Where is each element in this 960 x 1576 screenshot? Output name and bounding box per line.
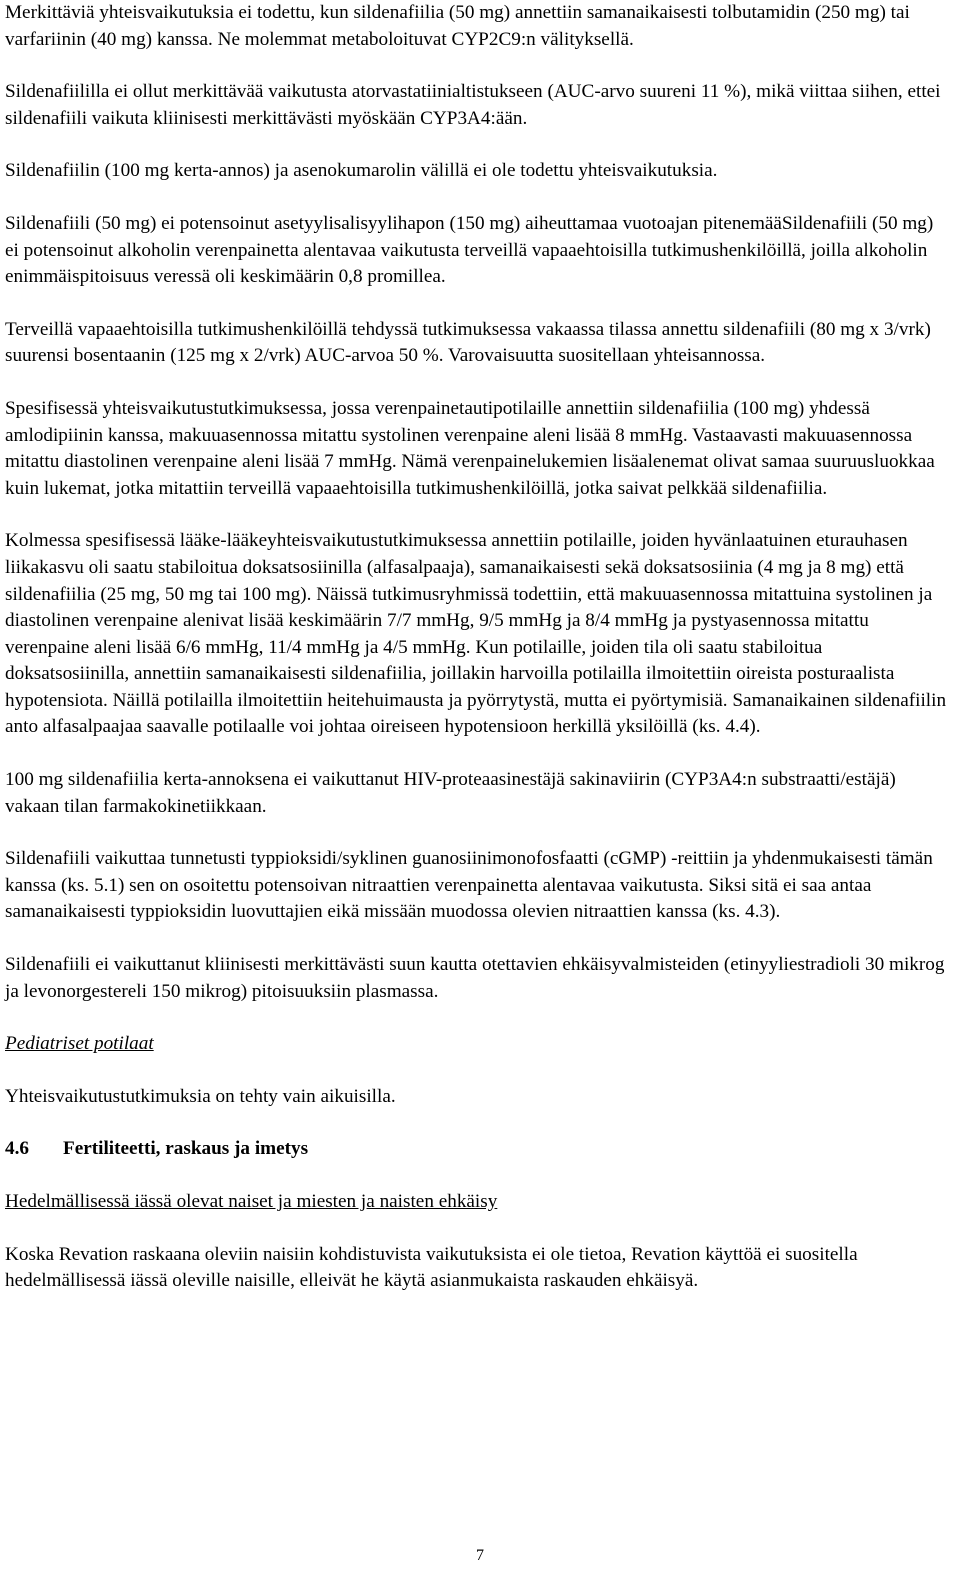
paragraph-doxazosin: Kolmessa spesifisessä lääke-lääkeyhteisvaikutustutkimuksessa annettiin potilaille, joiden hyvänlaatuinen eturauhasen liikakasvu oli saatu stabiloitua doksatsosiinilla (alfasalpaaja), samanaikaisesti sekä doksatsosiinia (4 mg ja 8 mg) että sildenafiilia (25 mg, 50 mg tai 100 mg). Näissä tutkimusryhmissä todettiin, että makuuasennossa mitattuina systolinen ja diastolinen verenpaine alenivat lisää keskimäärin 7/7 mmHg, 9/5 mmHg ja 8/4 mmHg ja pystyasennossa mitattu verenpaine aleni lisää 6/6 mmHg, 11/4 mmHg ja 4/5 mmHg. Kun potilaille, joiden tila oli saatu stabiloitua doksatsosiinilla, annettiin samanaikaisesti sildenafiilia, joillakin harvoilla potilailla ilmoitettiin oireista posturaalista hypotensiota. Näillä potilailla ilmoitettiin heitehuimausta ja pyörrytystä, mutta ei pyörtymisiä. Samanaikainen sildenafiilin anto alfasalpaajaa saavalle potilaalle voi johtaa oireiseen hypotensioon herkillä yksilöillä (ks. 4.4).	[5, 530, 947, 738]
paragraph-bosentan: Terveillä vapaaehtoisilla tutkimushenkilöillä tehdyssä tutkimuksessa vakaassa tilassa annettu sildenafiili (80 mg x 3/vrk) suurensi bosentaanin (125 mg x 2/vrk) AUC-arvoa 50 %. Varovaisuutta suositellaan yhteisannossa.	[5, 318, 931, 367]
paragraph-contraceptives: Sildenafiili ei vaikuttanut kliinisesti merkittävästi suun kautta otettavien ehkäisyvalmisteiden (etinyyliestradioli 30 mikrog ja levonorgestereli 150 mikrog) pitoisuuksiin plasmassa.	[5, 954, 945, 1002]
paragraph-amlodipine: Spesifisessä yhteisvaikutustutkimuksessa, jossa verenpainetautipotilaille annettiin sildenafiilia (100 mg) yhdessä amlodipiinin kanssa, makuuasennossa mitattu systolinen verenpaine aleni lisää 8 mmHg. Vastaavasti makuuasennossa mitattu diastolinen verenpaine aleni lisää 7 mmHg. Nämä verenpainelukemien lisäalenemat olivat samaa suuruusluokkaa kuin lukemat, jotka mitattiin terveillä vapaaehtoisilla tutkimushenkilöillä, jotka saivat pelkkää sildenafiilia.	[5, 397, 935, 499]
paragraph-nitrates: Sildenafiili vaikuttaa tunnetusti typpioksidi/syklinen guanosiinimonofosfaatti (cGMP) -reittiin ja yhdenmukaisesti tämän kanssa (ks. 5.1) sen on osoitettu potensoivan nitraattien verenpainetta alentavaa vaikutusta. Siksi sitä ei saa antaa samanaikaisesti typpioksidin luovuttajien eikä missään muodossa olevien nitraattien kanssa (ks. 4.3).	[5, 848, 933, 923]
page-number: 7	[476, 1547, 484, 1564]
paragraph-pediatric: Yhteisvaikutustutkimuksia on tehty vain aikuisilla.	[5, 1085, 396, 1107]
paragraph-cyp2c9-interactions: Merkittäviä yhteisvaikutuksia ei todettu, kun sildenafiilia (50 mg) annettiin samanaikaisesti tolbutamidin (250 mg) tai varfariinin (40 mg) kanssa. Ne molemmat metaboloituvat CYP2C9:n välityksellä.	[5, 2, 910, 50]
subheading-fertility: Hedelmällisessä iässä olevat naiset ja miesten ja naisten ehkäisy	[5, 1191, 498, 1212]
paragraph-fertility: Koska Revation raskaana oleviin naisiin kohdistuvista vaikutuksista ei ole tietoa, Revation käyttöä ei suositella hedelmällisessä iässä oleville naisille, elleivät he käytä asianmukaista raskauden ehkäisyä.	[5, 1243, 858, 1292]
paragraph-acenocoumarol: Sildenafiilin (100 mg kerta-annos) ja asenokumarolin välillä ei ole todettu yhteisvaikutuksia.	[5, 160, 718, 182]
subheading-pediatric: Pediatriset potilaat	[5, 1033, 154, 1055]
section-number: 4.6	[5, 1138, 29, 1160]
section-title: Fertiliteetti, raskaus ja imetys	[63, 1138, 309, 1160]
document-page	[5, 0, 950, 1295]
paragraph-aspirin-alcohol: Sildenafiili (50 mg) ei potensoinut asetyylisalisyylihapon (150 mg) aiheuttamaa vuotoajan pitenemääSildenafiili (50 mg) ei potensoinut alkoholin verenpainetta alentavaa vaikutusta terveillä vapaaehtoisilla tutkimushenkilöillä, joilla alkoholin enimmäispitoisuus veressä oli keskimäärin 0,8 promillea.	[5, 212, 934, 288]
section-heading	[5, 1136, 950, 1163]
paragraph-atorvastatin: Sildenafiililla ei ollut merkittävää vaikutusta atorvastatiinialtistukseen (AUC-arvo suureni 11 %), mikä viittaa siihen, ettei sildenafiili vaikuta kliinisesti merkittävästi myöskään CYP3A4:ään.	[5, 81, 941, 129]
paragraph-saquinavir: 100 mg sildenafiilia kerta-annoksena ei vaikuttanut HIV-proteaasinestäjä sakinaviirin (CYP3A4:n substraatti/estäjä) vakaan tilan farmakokinetiikkaan.	[5, 769, 896, 817]
